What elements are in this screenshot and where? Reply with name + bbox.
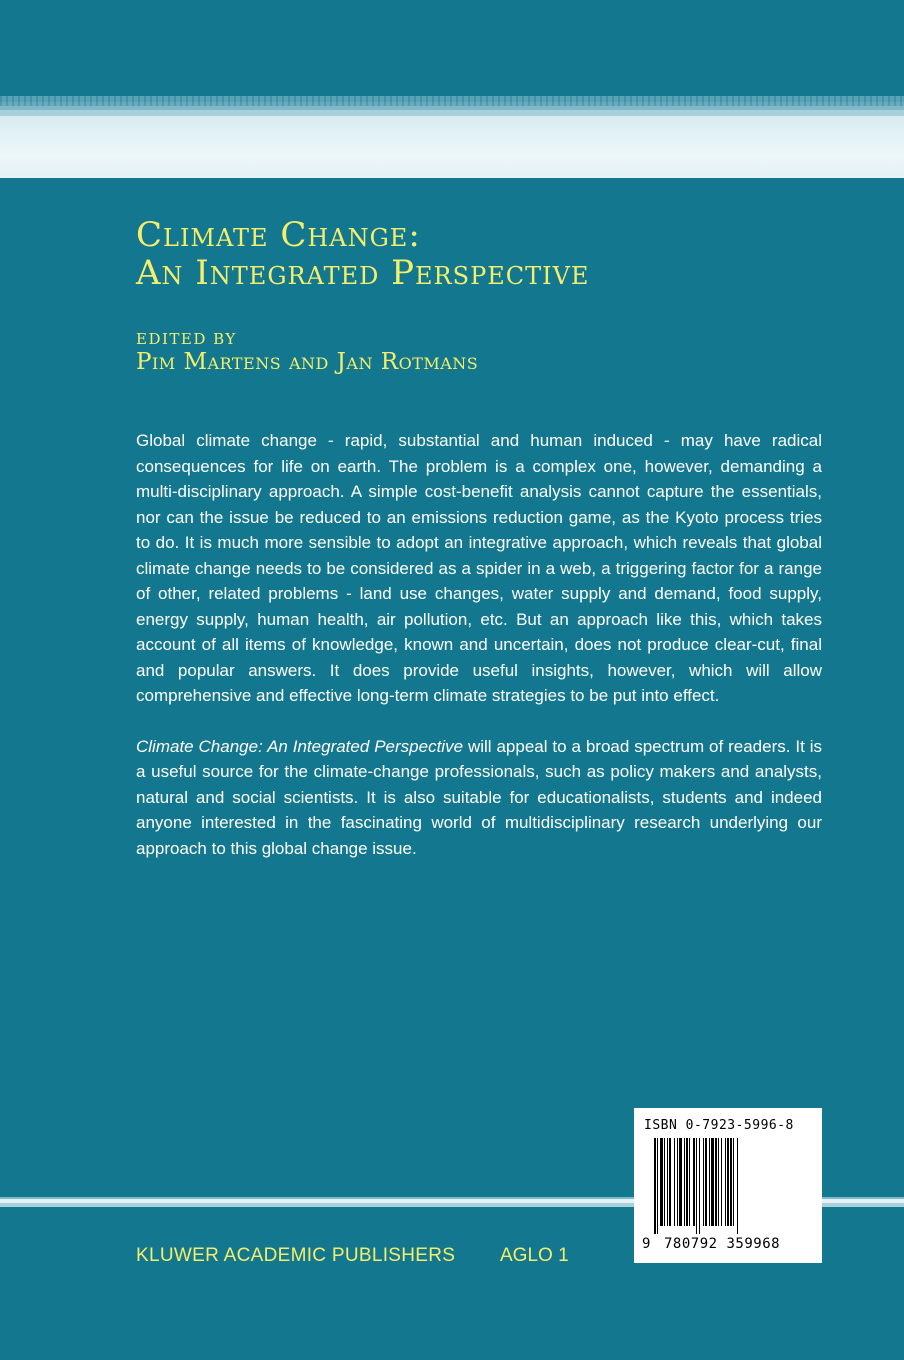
barcode-bar — [696, 1138, 697, 1234]
barcode-digits: 780792 359968 — [664, 1236, 781, 1252]
barcode-bar — [721, 1138, 722, 1226]
blurb-paragraph-2-text: will appeal to a broad spectrum of readers. It is a useful source for the climate-change professionals, such as policy makers and analysts, natural and social scientists. It is also suitable for educationalists, students and indeed anyone interested in the fascinating world of multidisciplinary research underlying our approach to this global change issue. — [136, 736, 822, 858]
barcode-lead-digit: 9 — [642, 1236, 651, 1252]
barcode-bar — [705, 1138, 707, 1226]
barcode-bar — [737, 1138, 738, 1234]
series-code: AGLO 1 — [500, 1245, 569, 1266]
isbn-label: ISBN 0-7923-5996-8 — [644, 1118, 794, 1133]
blurb-book-title-italic: Climate Change: An Integrated Perspective — [136, 736, 464, 756]
barcode-bar — [725, 1138, 726, 1226]
barcode-bar — [689, 1138, 690, 1226]
barcode-bar — [686, 1138, 688, 1226]
editors-names: Pim Martens and Jan Rotmans — [136, 349, 479, 375]
top-decorative-band — [0, 96, 904, 178]
barcode-bar — [677, 1138, 678, 1226]
blurb-paragraph-1: Global climate change - rapid, substantial and human induced - may have radical consequences for life on earth. The problem is a complex one, however, demanding a multi-disciplinary approach. A simple cost-benefit analysis cannot capture the essentials, nor can the issue be reduced to an emissions reduction game, as the Kyoto process tries to do. It is much more sensible to adopt an integrative approach, which reveals that global climate change needs to be considered as a spider in a web, a triggering factor for a range of other, related problems - land use changes, water supply and demand, food supply, energy supply, human health, air pollution, etc. But an approach like this, which takes account of all items of knowledge, known and uncertain, does not produce clear-cut, final and popular answers. It does provide useful insights, however, which will allow comprehensive and effective long-term climate strategies to be put into effect. — [136, 431, 822, 705]
barcode-bar — [684, 1138, 685, 1226]
isbn-barcode — [634, 1108, 822, 1263]
blurb-paragraph-2 — [136, 734, 822, 862]
barcode-bar — [699, 1138, 700, 1234]
barcode-bar — [718, 1138, 719, 1226]
edited-by-label: EDITED BY — [136, 330, 237, 348]
barcode-bar — [733, 1138, 734, 1226]
barcode-bar — [711, 1138, 714, 1226]
barcode-bar — [657, 1138, 658, 1234]
barcode-bar — [693, 1138, 695, 1226]
barcode-bar — [727, 1138, 729, 1226]
top-band-strip — [0, 96, 904, 106]
barcode-bar — [703, 1138, 704, 1226]
title-line-2: An Integrated Perspective — [136, 253, 590, 293]
book-title — [136, 216, 589, 292]
barcode-bar — [730, 1138, 732, 1226]
barcode-bar — [654, 1138, 656, 1234]
barcode-bars-icon — [634, 1136, 822, 1234]
barcode-bar — [667, 1138, 668, 1226]
barcode-bar — [674, 1138, 675, 1226]
barcode-bar — [660, 1138, 663, 1226]
barcode-bar — [679, 1138, 682, 1226]
barcode-bar — [709, 1138, 710, 1226]
publisher-name: KLUWER ACADEMIC PUBLISHERS — [136, 1245, 456, 1266]
barcode-bar — [664, 1138, 665, 1226]
barcode-bar — [715, 1138, 717, 1226]
barcode-bar — [669, 1138, 671, 1226]
title-line-1: Climate Change: — [136, 215, 421, 255]
blurb — [136, 428, 822, 886]
